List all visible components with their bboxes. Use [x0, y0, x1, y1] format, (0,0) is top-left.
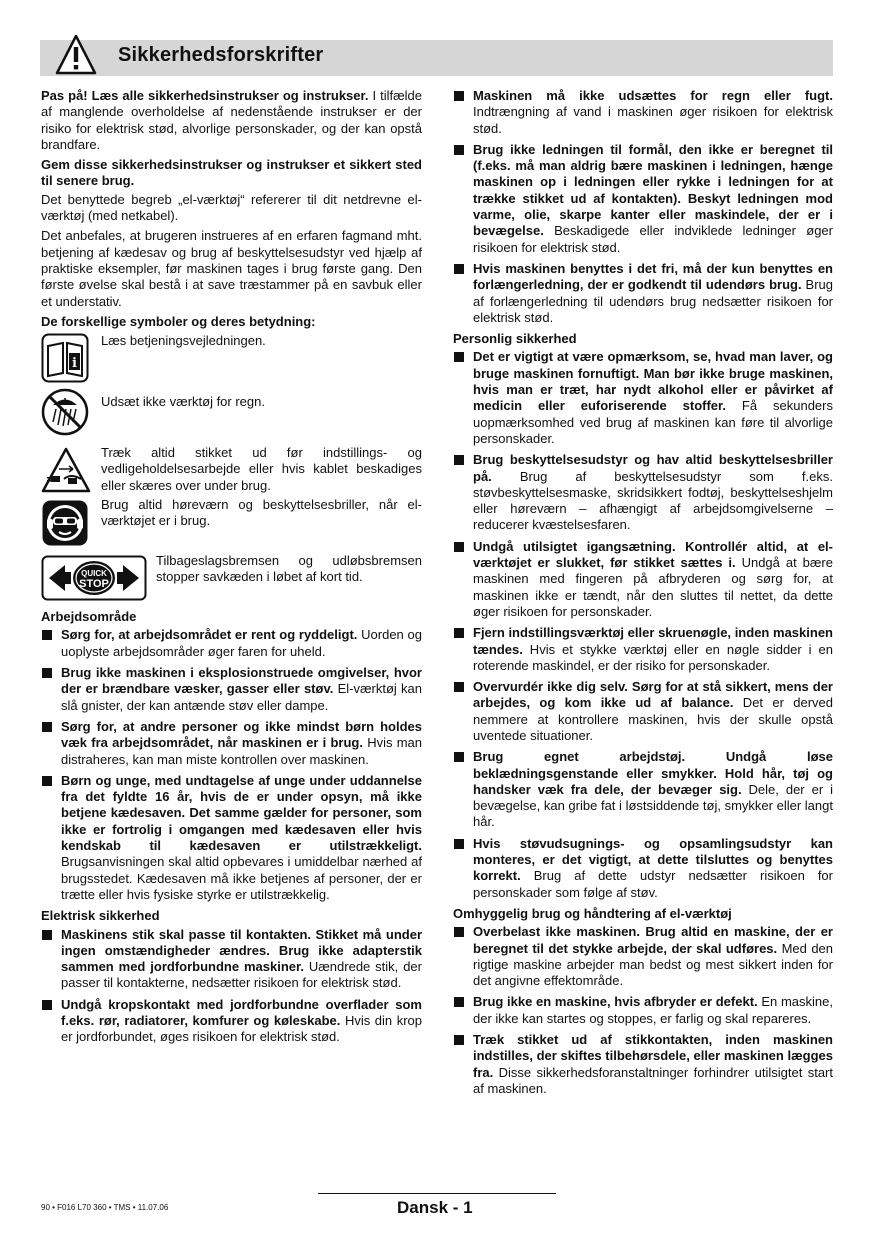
- footer-divider: [318, 1193, 556, 1194]
- footer-doc-ref: 90 • F016 L70 360 • TMS • 11.07.06: [41, 1203, 169, 1212]
- list-item: Overbelast ikke maskinen. Brug altid en maskine, der er beregnet til det stykke arbejde, der skal udføres. Med den rigtige maskine arbejder man bedst og mest sikkert inden for det angivne effektområde.: [453, 924, 833, 989]
- symbol-text-protective-gear: Brug altid høreværn og beskyttelsesbriller, når el-værktøjet er i brug.: [101, 497, 422, 529]
- list-item: Børn og unge, med undtagelse af unge under uddannelse fra det fyldte 16 år, hvis de er under opsyn, må ikke betjene kædesaven. Det samme gælder for personer, som ikke er fortrolig i omgangen med kædesaven eller hvis kendskab til kædesaven er utilstrækkeligt. Brugsanvisningen skal altid opbevares i umiddelbar nærhed af brugsstedet. Kædesaven må ikke betjenes af personer, der er trætte eller hvis fysiske styrke er utilstrækkelig.: [41, 773, 422, 903]
- left-column: [41, 88, 422, 1051]
- list-item: Hvis støvudsugnings- og opsamlingsudstyr kan monteres, er det vigtigt, at dette tilsluttes og benyttes korrekt. Brug af dette udstyr nedsætter risikoen for personskader som følge af støv.: [453, 836, 833, 901]
- intro-term: Det benyttede begreb „el-værktøj“ refererer til dit netdrevne el-værktøj (med netkabel).: [41, 191, 422, 224]
- bullet-square-icon: [454, 628, 464, 638]
- bullet-square-icon: [454, 542, 464, 552]
- bullet-square-icon: [42, 1000, 52, 1010]
- list-item: Brug beskyttelsesudstyr og hav altid beskyttelsesbriller på. Brug af beskyttelsesudstyr som f.eks. støvbeskyttelsesmaske, skridsikkert fodtøj, beskyttelseshjelm eller høreværn – afhængigt af arbejdsomgivelserne – reducerer kvæstelsesfaren.: [453, 452, 833, 533]
- symbol-row-manual: [41, 333, 422, 383]
- quick-stop-label-top: QUICK: [81, 569, 107, 579]
- bullet-square-icon: [454, 1035, 464, 1045]
- bullet-square-icon: [454, 682, 464, 692]
- symbols-heading: De forskellige symboler og deres betydning:: [41, 313, 316, 329]
- work-area-heading: Arbejdsområde: [41, 609, 137, 625]
- bullet-square-icon: [454, 352, 464, 362]
- bullet-square-icon: [454, 839, 464, 849]
- symbol-row-quick-stop: [41, 553, 422, 609]
- list-item: Overvurdér ikke dig selv. Sørg for at stå sikkert, mens der arbejdes, og kom ikke ud af balance. Det er derved nemmere at kontrollere maskinen, hvis der skulle opstå uventede situationer.: [453, 679, 833, 744]
- bullet-square-icon: [42, 930, 52, 940]
- intro-keep-instructions: Gem disse sikkerhedsinstrukser og instrukser et sikkert sted til senere brug.: [41, 157, 422, 189]
- symbol-row-protective-gear: [41, 497, 422, 547]
- list-item: Hvis maskinen benyttes i det fri, må der kun benyttes en forlængerledning, der er godkendt til udendørs brug. Brug af forlængerledning til udendørs brug nedsætter risikoen for elektrisk stød.: [453, 261, 833, 326]
- quick-stop-icon: [41, 555, 147, 601]
- list-item: Undgå kropskontakt med jordforbundne overflader som f.eks. rør, radiatorer, komfurer og køleskabe. Hvis din krop er jordforbundet, øges risikoen for elektrisk stød.: [41, 997, 422, 1046]
- symbol-text-manual: Læs betjeningsvejledningen.: [101, 333, 266, 349]
- list-item: Træk stikket ud af stikkontakten, inden maskinen indstilles, der skiftes tilbehørsdele, eller maskinen lægges fra. Disse sikkerhedsforanstaltninger forhindrer utilsigtet start af maskinen.: [453, 1032, 833, 1097]
- svg-text:i: i: [72, 356, 77, 372]
- careful-use-heading: Omhyggelig brug og håndtering af el-værktøj: [453, 905, 732, 921]
- symbol-text-unplug: Træk altid stikket ud før indstillings- og vedligeholdelsesarbejde eller hvis kablet beskadiges eller skæres over under brug.: [101, 445, 422, 493]
- right-column: [453, 88, 833, 1102]
- list-item: Brug ikke maskinen i eksplosionstruede omgivelser, hvor der er brændbare væsker, gasser eller støv. El-værktøj kan slå gnister, der kan antænde støv eller dampe.: [41, 665, 422, 714]
- list-item: Fjern indstillingsværktøj eller skruenøgle, inden maskinen tændes. Hvis et stykke værktøj eller en nøgle sidder i en roterende maskindel, er der risiko for personskader.: [453, 625, 833, 674]
- bullet-square-icon: [42, 630, 52, 640]
- symbol-row-no-rain: [41, 386, 422, 438]
- unplug-warning-icon: [41, 447, 91, 493]
- personal-heading: Personlig sikkerhed: [453, 331, 577, 347]
- bullet-square-icon: [42, 776, 52, 786]
- list-item: Maskinen må ikke udsættes for regn eller fugt. Indtrængning af vand i maskinen øger risikoen for elektrisk stød.: [453, 88, 833, 137]
- list-item: Undgå utilsigtet igangsætning. Kontrollér altid, at el-værktøjet er slukket, før stikket sættes i. Undgå at bære maskinen med fingeren på afbryderen og sørg for, at maskinen ikke er tændt, når den sluttes til nettet, da dette øger risikoen for personskader.: [453, 539, 833, 620]
- list-item: Brug ikke en maskine, hvis afbryder er defekt. En maskine, der ikke kan startes og stoppes, er farlig og skal repareres.: [453, 994, 833, 1027]
- page-title: Sikkerhedsforskrifter: [118, 44, 324, 66]
- bullet-square-icon: [454, 455, 464, 465]
- protective-gear-icon: [41, 499, 89, 547]
- bullet-square-icon: [454, 927, 464, 937]
- list-item: Sørg for, at andre personer og ikke mindst børn holdes væk fra arbejdsområdet, når maskinen er i brug. Hvis man distraheres, kan man miste kontrollen over maskinen.: [41, 719, 422, 768]
- list-item: Brug egnet arbejdstøj. Undgå løse beklædningsgenstande eller smykker. Hold hår, tøj og handsker væk fra dele, der bevæger sig. Dele, der er i bevægelse, kan gribe fat i løstsiddende tøj, smykker eller langt hår.: [453, 749, 833, 830]
- quick-stop-label-bottom: STOP: [79, 578, 109, 591]
- warning-triangle-icon: [54, 33, 98, 77]
- bullet-square-icon: [454, 997, 464, 1007]
- list-item: Det er vigtigt at være opmærksom, se, hvad man laver, og bruge maskinen fornuftigt. Man bør ikke bruge maskinen, hvis man er træt, har nydt alkohol eller er påvirket af medicin eller euforiserende stoffer. Få sekunders uopmærksomhed ved brug af maskinen kan føre til alvorlige personskader.: [453, 349, 833, 447]
- list-item: Maskinens stik skal passe til kontakten. Stikket må under ingen omstændigheder ændres. Brug ikke adapterstik sammen med jordforbundne maskiner. Uændrede stik, der passer til kontakterne, nedsætter risikoen for elektrisk stød.: [41, 927, 422, 992]
- symbol-text-no-rain: Udsæt ikke værktøj for regn.: [101, 394, 265, 410]
- footer-page-label: Dansk - 1: [397, 1198, 473, 1217]
- manual-icon: [41, 333, 89, 383]
- bullet-square-icon: [454, 752, 464, 762]
- list-item: Sørg for, at arbejdsområdet er rent og ryddeligt. Uorden og uoplyste arbejdsområder øger faren for uheld.: [41, 627, 422, 660]
- bullet-square-icon: [42, 722, 52, 732]
- bullet-square-icon: [42, 668, 52, 678]
- intro-recommendation: Det anbefales, at brugeren instrueres af en erfaren fagmand mht. betjening af kædesav og brug af beskyttelsesudstyr ved hjælp af praktiske eksempler, før maskinen tages i brug første gang. Den første øvelse skal bestå i at save træstammer på en savbuk eller et understativ.: [41, 228, 422, 309]
- symbol-text-quick-stop: Tilbageslagsbremsen og udløbsbremsen stopper savkæden i løbet af kort tid.: [156, 553, 422, 585]
- list-item: Brug ikke ledningen til formål, den ikke er beregnet til (f.eks. må man aldrig bære maskinen i ledningen, hænge maskinen op i ledningen eller rykke i ledningen for at trække stikket ud af kontakten). Beskyt ledningen mod varme, olie, skarpe kanter eller maskindele, der er i bevægelse. Beskadigede eller indviklede ledninger øger risikoen for elektrisk stød.: [453, 142, 833, 256]
- bullet-square-icon: [454, 264, 464, 274]
- bullet-square-icon: [454, 91, 464, 101]
- bullet-square-icon: [454, 145, 464, 155]
- no-rain-icon: [41, 388, 89, 436]
- intro-warning: Pas på! Læs alle sikkerhedsinstrukser og instrukser. I tilfælde af manglende overholdelse af nedenstående instrukser er der risiko for elektrisk stød, alvorlige personskader, og der kan opstå brandfare.: [41, 88, 422, 152]
- electrical-heading: Elektrisk sikkerhed: [41, 908, 160, 924]
- symbol-row-unplug: [41, 445, 422, 497]
